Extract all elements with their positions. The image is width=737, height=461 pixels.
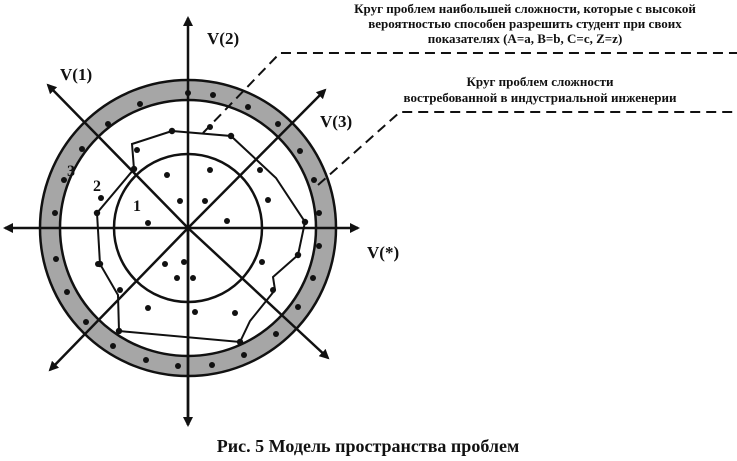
axis-label-v1: V(1) (60, 65, 93, 84)
axis-label-v3: V(3) (320, 112, 353, 131)
annotation-top-line-2: вероятностью способен разрешить студент при своих (368, 16, 682, 31)
axis-label-vstar: V(*) (367, 243, 400, 262)
annotation-mid-line-1: Круг проблем сложности (466, 74, 614, 89)
zone-label-1: 1 (133, 198, 141, 215)
annotation-top-line-3: показателях (A=a, B=b, C=c, Z=z) (427, 31, 623, 46)
axis-label-v2: V(2) (207, 29, 240, 48)
zone-label-3: 3 (67, 163, 75, 180)
leader-line-mid (318, 112, 737, 185)
annotation-mid-line-2: востребованной в индустриальной инженерии (403, 90, 677, 105)
annotation-top-line-1: Круг проблем наибольшей сложности, которые с высокой (354, 1, 696, 16)
zone-label-2: 2 (93, 178, 101, 195)
figure-caption: Рис. 5 Модель пространства проблем (216, 436, 520, 456)
